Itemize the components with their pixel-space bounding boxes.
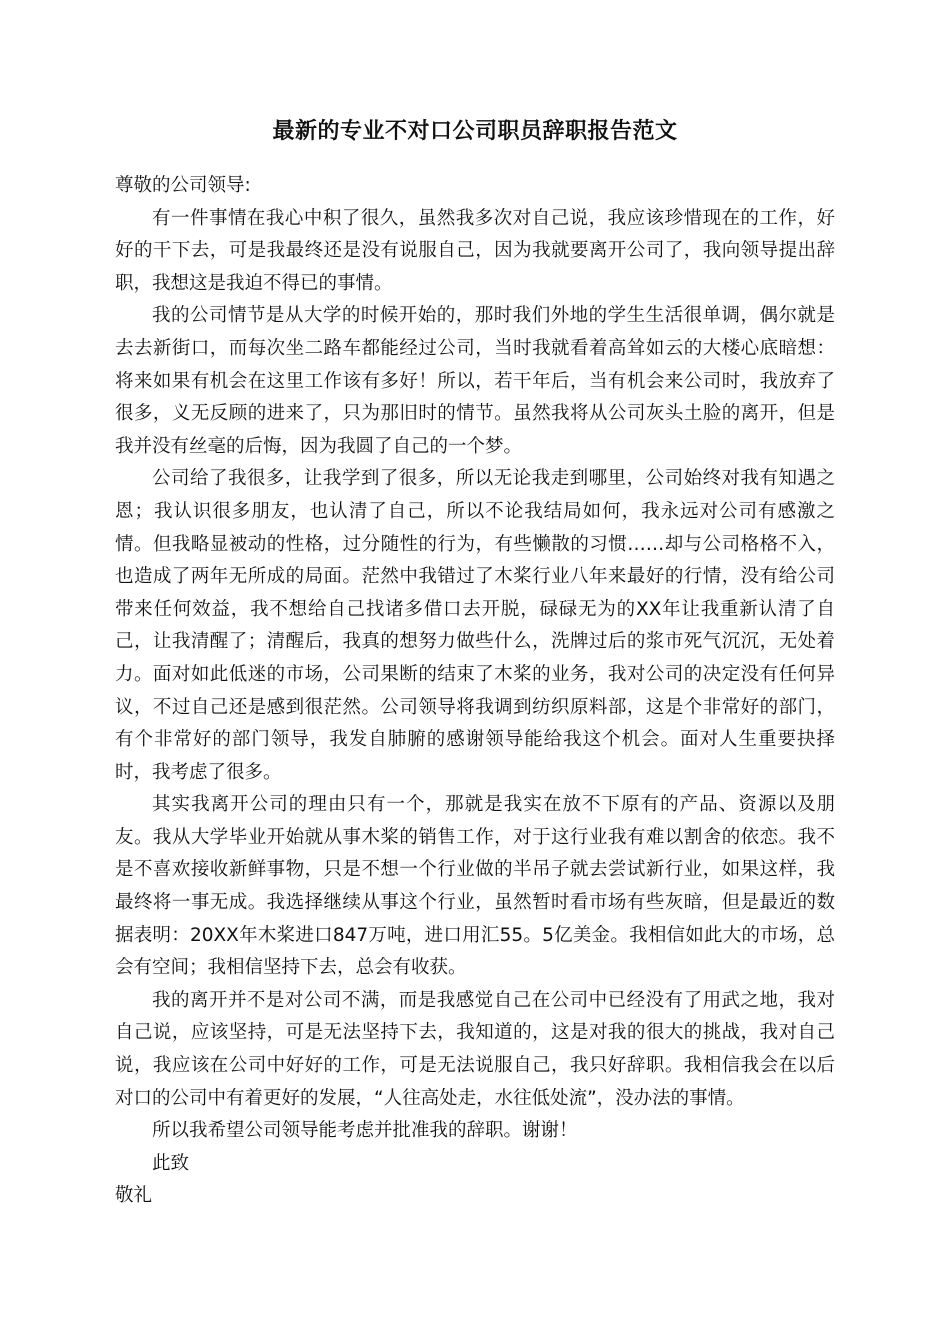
document-title: 最新的专业不对口公司职员辞职报告范文 bbox=[272, 119, 678, 144]
letter-body bbox=[115, 170, 835, 1213]
paragraph-3: 公司给了我很多，让我学到了很多，所以无论我走到哪里，公司始终对我有知遇之恩；我认识很多朋友，也认清了自己，所以不论我结局如何，我永远对公司有感激之情。但我略显被动的性格，过分随性的行为，有些懒散的习惯……却与公司格格不入，也造成了两年无所成的局面。茫然中我错过了木桨行业八年来最好的行情，没有给公司带来任何效益，我不想给自己找诸多借口去开脱，碌碌无为的XX年让我重新认清了自己，让我清醒了；清醒后，我真的想努力做些什么，洗牌过后的浆市死气沉沉，无处着力。面对如此低迷的市场，公司果断的结束了木桨的业务，我对公司的决定没有任何异议，不过自己还是感到很茫然。公司领导将我调到纺织原料部，这是个非常好的部门，有个非常好的部门领导，我发自肺腑的感谢领导能给我这个机会。面对人生重要抉择时，我考虑了很多。 bbox=[115, 468, 835, 783]
salutation: 尊敬的公司领导: bbox=[115, 175, 251, 196]
paragraph-2: 我的公司情节是从大学的时候开始的，那时我们外地的学生生活很单调，偶尔就是去去新街口，而每次坐二路车都能经过公司，当时我就看着高耸如云的大楼心底暗想：将来如果有机会在这里工作该有多好！所以，若干年后，当有机会来公司时，我放弃了很多，义无反顾的进来了，只为那旧时的情节。虽然我将从公司灰头土脸的离开，但是我并没有丝毫的后悔，因为我圆了自己的一个梦。 bbox=[115, 305, 835, 457]
paragraph-5: 我的离开并不是对公司不满，而是我感觉自己在公司中已经没有了用武之地，我对自己说，应该坚持，可是无法坚持下去，我知道的，这是对我的很大的挑战，我对自己说，我应该在公司中好好的工作，可是无法说服自己，我只好辞职。我相信我会在以后对口的公司中有着更好的发展，“人往高处走，水往低处流”，没办法的事情。 bbox=[115, 989, 835, 1109]
regards-phrase: 敬礼 bbox=[115, 1185, 153, 1207]
closing-phrase: 此致 bbox=[152, 1152, 190, 1174]
paragraph-6: 所以我希望公司领导能考虑并批准我的辞职。谢谢！ bbox=[152, 1120, 578, 1142]
paragraph-1: 有一件事情在我心中积了很久，虽然我多次对自己说，我应该珍惜现在的工作，好好的干下去，可是我最终还是没有说服自己，因为我就要离开公司了，我向领导提出辞职，我想这是我迫不得已的事情。 bbox=[115, 207, 835, 294]
paragraph-4: 其实我离开公司的理由只有一个，那就是我实在放不下原有的产品、资源以及朋友。我从大学毕业开始就从事木桨的销售工作，对于这行业我有难以割舍的依恋。我不是不喜欢接收新鲜事物，只是不想一个行业做的半吊子就去尝试新行业，如果这样，我最终将一事无成。我选择继续从事这个行业，虽然暂时看市场有些灰暗，但是最近的数据表明：20XX年木桨进口847万吨，进口用汇55。5亿美金。我相信如此大的市场，总会有空间；我相信坚持下去，总会有收获。 bbox=[115, 794, 835, 979]
